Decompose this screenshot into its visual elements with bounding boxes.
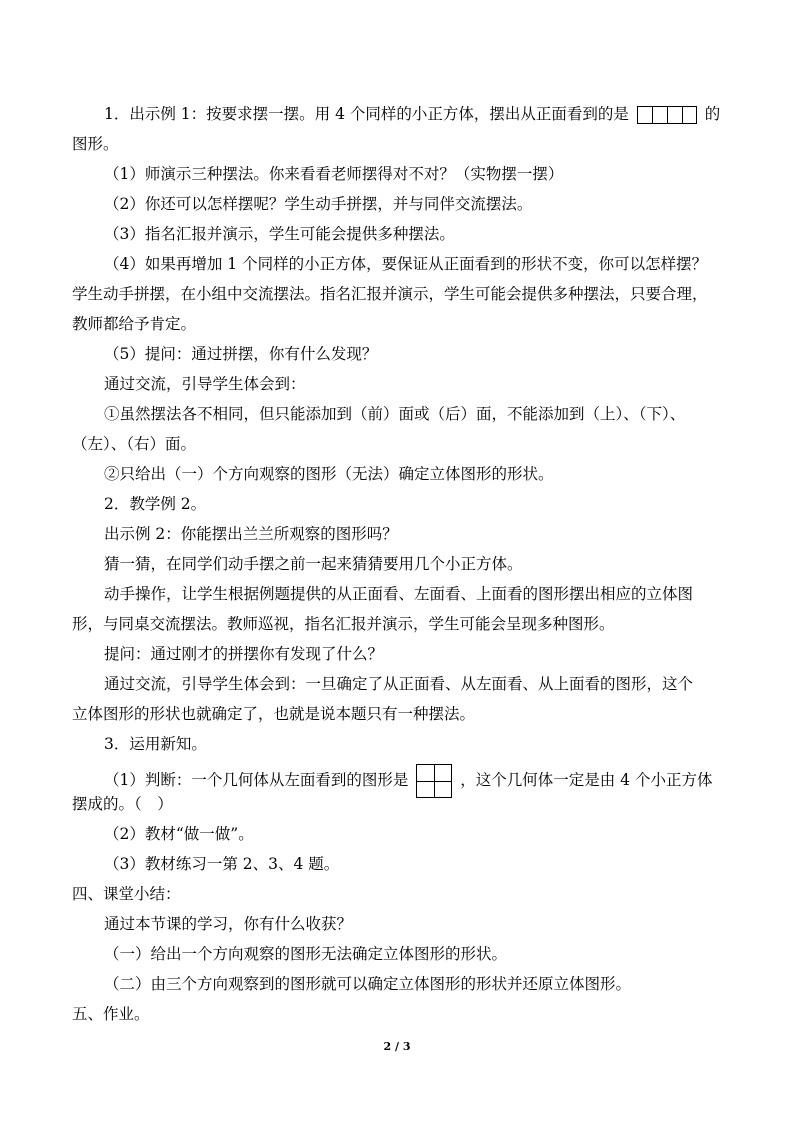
paragraph-line: （3）教材练习一第 2、3、4 题。 <box>104 855 340 873</box>
paragraph-line: （2）你还可以怎样摆呢？学生动手拼摆，并与同伴交流摆法。 <box>104 195 533 213</box>
paragraph-line: 猜一猜，在同学们动手摆之前一起来猜猜要用几个小正方体。 <box>104 555 523 573</box>
four-squares-row-figure <box>637 106 697 124</box>
paragraph-line: （5）提问：通过拼摆，你有什么发现？ <box>104 345 378 363</box>
paragraph-line: 动手操作，让学生根据例题提供的从正面看、左面看、上面看的图形摆出相应的立体图 <box>104 585 694 603</box>
two-by-two-squares-figure <box>416 764 452 798</box>
paragraph-line: 出示例 2：你能摆出兰兰所观察的图形吗？ <box>104 525 398 543</box>
paragraph-line: 教师都给予肯定。 <box>72 315 197 333</box>
example-1-text: 1．出示例 1：按要求摆一摆。用 4 个同样的小正方体，摆出从正面看到的是 <box>104 105 629 123</box>
paragraph-line: （1）判断：一个几何体从左面看到的图形是 ，这个几何体一定是由 4 个小正方体 <box>104 764 712 798</box>
paragraph-line: 学生动手拼摆，在小组中交流摆法。指名汇报并演示，学生可能会提供多种摆法，只要合理， <box>72 285 708 303</box>
paragraph-line: 形，与同桌交流摆法。教师巡视，指名汇报并演示，学生可能会呈现多种图形。 <box>72 615 615 633</box>
paragraph-line: （4）如果再增加 1 个同样的小正方体，要保证从正面看到的形状不变，你可以怎样摆？ <box>104 255 708 273</box>
paragraph-line: 通过交流，引导学生体会到： <box>104 375 306 393</box>
page-number: 2 / 3 <box>383 1040 411 1053</box>
paragraph-line: 通过本节课的学习，你有什么收获？ <box>104 915 353 933</box>
paragraph-line: 立体图形的形状也就确定了，也就是说本题只有一种摆法。 <box>72 705 476 723</box>
paragraph-line: （2）教材“做一做”。 <box>104 825 254 843</box>
paragraph-line: （1）师演示三种摆法。你来看看老师摆得对不对？（实物摆一摆） <box>104 165 564 183</box>
paragraph-line: 提问：通过刚才的拼摆你有发现了什么？ <box>104 645 384 663</box>
paragraph-line: ②只给出（一）个方向观察的图形（无法）确定立体图形的形状。 <box>104 465 554 483</box>
section-heading: 五、作业。 <box>72 1005 150 1023</box>
paragraph-line: （左）、（右）面。 <box>72 435 197 453</box>
section-heading: 四、课堂小结： <box>72 885 181 903</box>
paragraph-line: （一）给出一个方向观察的图形无法确定立体图形的形状。 <box>104 945 508 963</box>
paragraph-line: 1．出示例 1：按要求摆一摆。用 4 个同样的小正方体，摆出从正面看到的是 的 <box>104 105 721 123</box>
paragraph-line: （3）指名汇报并演示，学生可能会提供多种摆法。 <box>104 225 455 243</box>
section-heading: 3．运用新知。 <box>104 735 207 753</box>
paragraph-line: 图形。 <box>72 135 119 153</box>
paragraph-line: 摆成的。（ ） <box>72 795 173 813</box>
paragraph-line: ①虽然摆法各不相同，但只能添加到（前）面或（后）面，不能添加到（上）、（下）、 <box>104 405 686 423</box>
paragraph-line: 通过交流，引导学生体会到：一旦确定了从正面看、从左面看、从上面看的图形，这个 <box>104 675 694 693</box>
paragraph-line: （二）由三个方向观察到的图形就可以确定立体图形的形状并还原立体图形。 <box>104 975 632 993</box>
section-heading: 2．教学例 2。 <box>104 495 207 513</box>
